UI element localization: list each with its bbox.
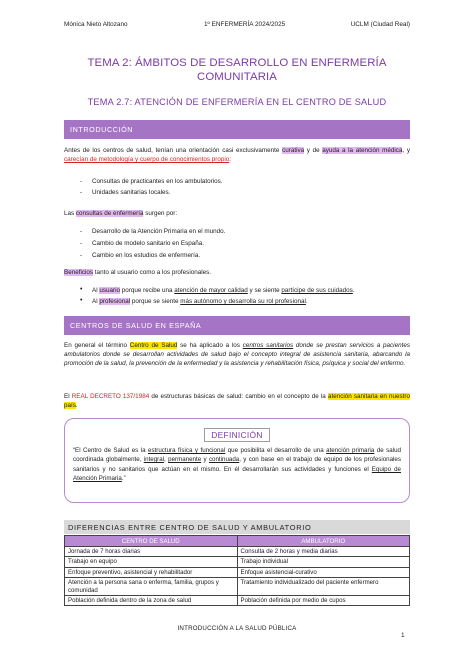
highlight-ayuda: ayuda a la atención médica <box>322 147 403 154</box>
highlight-beneficios: Beneficios <box>64 269 94 276</box>
table-cell: Atención a la persona sana o enferma, familia, grupos y comunidad <box>65 578 238 596</box>
list-item: - Cambio de modelo sanitario en España. <box>80 240 400 252</box>
definition-text: “El Centro de Salud es la estructura física y funcional que posibilita el desarrollo de una atención primaria de salud coordinada globalmente, integral, permanente y continuada, y con base en el trabajo de equipo de los profesionales sanitarios y no sanitarios que actúan en el mismo. En él desarrollarán sus actividades y funciones el Equipo de Atención Primaria.” <box>73 447 401 483</box>
intro-paragraph-2: Las consultas de enfermería surgen por: <box>64 210 178 217</box>
definition-box <box>64 418 410 503</box>
table-cell: Población definida dentro de la zona de salud <box>65 596 238 606</box>
page-number: 1 <box>401 632 405 639</box>
table-row <box>65 578 410 596</box>
list-item: - Consultas de practicantes en los ambulatorios. <box>80 178 400 189</box>
table-cell: Enfoque asistencial-curativo <box>237 567 410 577</box>
centros-paragraph-2: El REAL DECRETO 137/1984 de estructuras básicas de salud: cambio en el concepto de la atención sanitaria en nuestro país. <box>64 393 410 410</box>
highlight-atencion-sanitaria: atención sanitaria en nuestro país <box>64 393 410 410</box>
table-cell: Consulta de 2 horas y media diarias <box>237 547 410 557</box>
table-header-row <box>65 536 410 547</box>
column-header: CENTRO DE SALUD <box>65 536 238 547</box>
header-course: 1º ENFERMERÍA 2024/2025 <box>204 21 286 28</box>
definition-title: DEFINICIÓN <box>204 428 269 442</box>
title-line-1: TEMA 2: ÁMBITOS DE DESARROLLO EN ENFERMERÍA <box>87 57 387 69</box>
centros-heading: CENTROS DE SALUD EN ESPAÑA <box>64 316 410 335</box>
comparison-table-title: DIFERENCIAS ENTRE CENTRO DE SALUD Y AMBULATORIO <box>64 520 410 534</box>
table-row <box>65 547 410 557</box>
intro-list-2 <box>80 228 400 264</box>
header-university: UCLM (Ciudad Real) <box>350 21 410 28</box>
comparison-table <box>64 535 410 606</box>
list-item: - Unidades sanitarias locales. <box>80 189 400 200</box>
table-cell: Población definida por medio de cupos <box>237 596 410 606</box>
table-cell: Trabajo individual <box>237 557 410 567</box>
document-title <box>60 56 414 84</box>
intro-list-1 <box>80 178 400 200</box>
title-line-2: COMUNITARIA <box>197 71 277 83</box>
table-cell: Tratamiento individualizado del paciente enfermero <box>237 578 410 596</box>
benefits-list <box>80 287 410 309</box>
table-cell: Enfoque preventivo, asistencial y rehabilitador <box>65 567 238 577</box>
list-item-usuario: • Al usuario porque recibe una atención de mayor calidad y se siente partícipe de sus cuidados. <box>80 287 410 298</box>
intro-paragraph-3: Beneficios tanto al usuario como a los profesionales. <box>64 269 212 276</box>
table-row <box>65 596 410 606</box>
intro-heading: INTRODUCCIÓN <box>64 120 410 139</box>
page-header <box>64 21 410 33</box>
list-item: - Cambio en los estudios de enfermería. <box>80 252 400 264</box>
intro-paragraph-1: Antes de los centros de salud, tenían una orientación casi exclusivamente curativa y de ayuda a la atención médica, y carecían de metodología y cuerpo de conocimientos propio: <box>64 147 410 164</box>
header-author: Mónica Nieto Altozano <box>64 21 128 28</box>
table-cell: Trabajo en equipo <box>65 557 238 567</box>
table-row <box>65 557 410 567</box>
table-row <box>65 567 410 577</box>
centros-paragraph-1: En general el término Centro de Salud se ha aplicado a los centros sanitarios donde se prestan servicios a pacientes ambulatorios donde se desarrollan actividades de salud bajo el concepto integral de asistencia sanitaria, abarcando la promoción de la salud, la prevención de la enfermedad y la asistencia y rehabilitación física, psíquica y social del enfermo. <box>64 342 410 368</box>
real-decreto: REAL DECRETO 137/1984 <box>71 393 150 400</box>
highlight-centro-de-salud: Centro de Salud <box>129 342 178 349</box>
table-cell: Jornada de 7 horas diarias <box>65 547 238 557</box>
highlight-consultas: consultas de enfermería <box>75 210 144 217</box>
list-item: - Desarrollo de la Atención Primaria en el mundo. <box>80 228 400 240</box>
page-footer: INTRODUCCIÓN A LA SALUD PÚBLICA <box>177 625 297 632</box>
document-subtitle: TEMA 2.7: ATENCIÓN DE ENFERMERÍA EN EL CENTRO DE SALUD <box>87 97 387 107</box>
highlight-curativa: curativa <box>282 147 305 154</box>
red-underlined-text: carecían de metodología y cuerpo de conocimientos propio <box>64 156 230 164</box>
column-header: AMBULATORIO <box>237 536 410 547</box>
list-item-profesional: • Al profesional porque se siente más autónomo y desarrolla su rol profesional. <box>80 298 410 309</box>
